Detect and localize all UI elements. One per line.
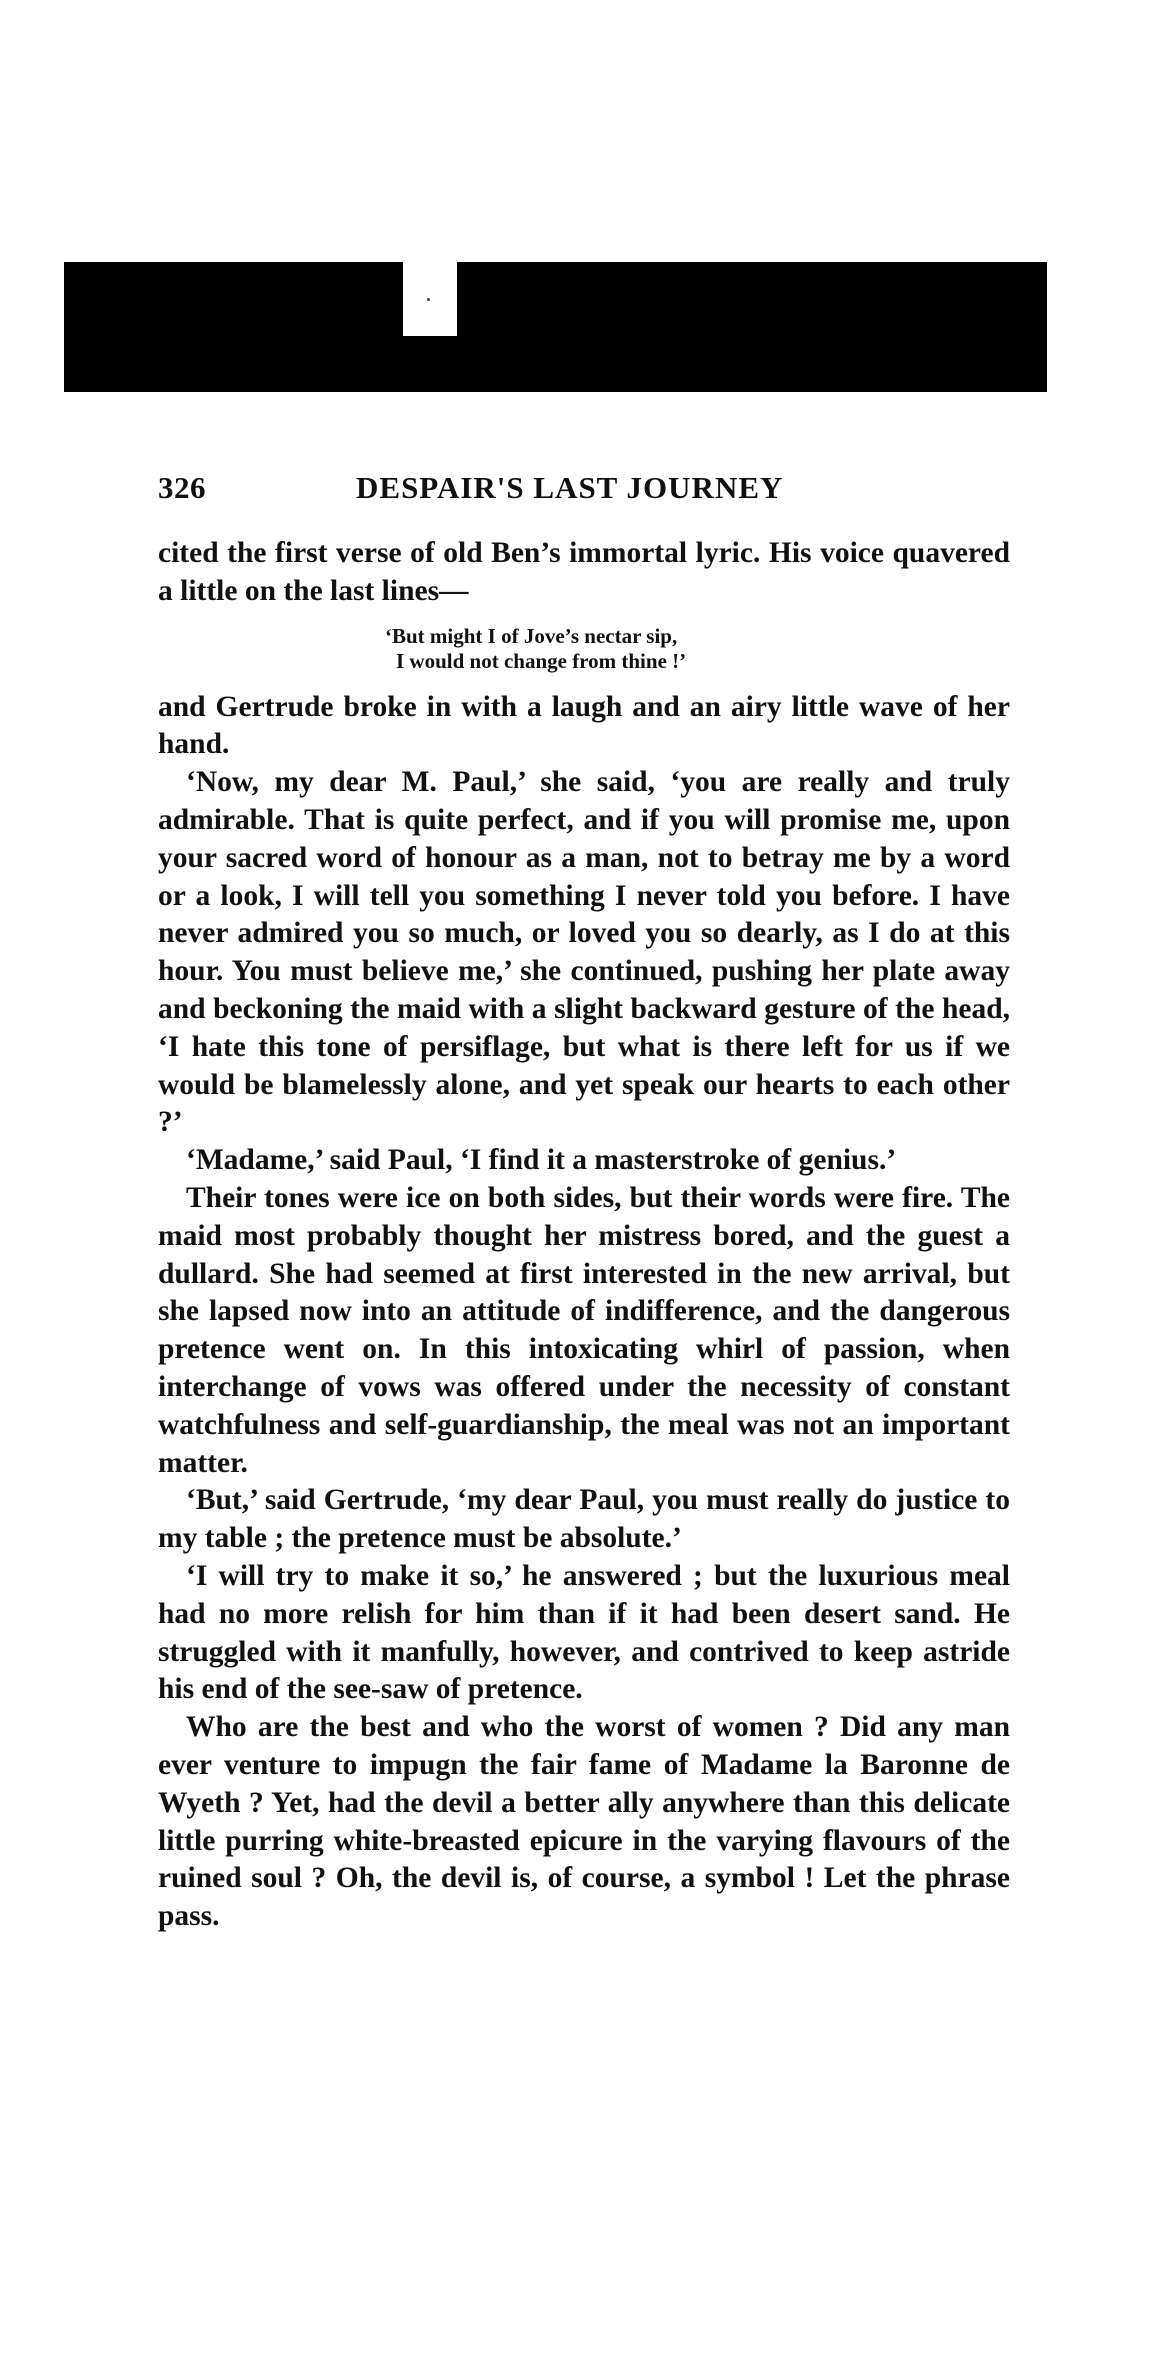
- paragraph: ‘I will try to make it so,’ he answered ; but the luxurious meal had no more relish for him than if it had been desert sand. He struggled with it manfully, however, and contrived to keep astride his end of the see-saw of pretence.: [158, 1559, 1010, 1706]
- scan-black-band: [64, 262, 1047, 392]
- paragraph: Who are the best and who the worst of women ? Did any man ever venture to impugn the fair fame of Madame la Baronne de Wyeth ? Yet, had the devil a better ally anywhere than this delicate little purring white-breasted epicure in the varying flavours of the ruined soul ? Oh, the devil is, of course, a symbol ! Let the phrase pass.: [158, 1711, 1010, 1933]
- paragraph: ‘But,’ said Gertrude, ‘my dear Paul, you must really do justice to my table ; the pretence must be absolute.’: [158, 1484, 1010, 1555]
- paragraph: cited the first verse of old Ben’s immortal lyric. His voice quavered a little on the last lines—: [158, 537, 1010, 607]
- running-title: DESPAIR'S LAST JOURNEY: [356, 470, 784, 505]
- paragraph: Their tones were ice on both sides, but their words were fire. The maid most probably thought her mistress bored, and the guest a dullard. She had seemed at first interested in the new arrival, but she lapsed now into an attitude of indifference, and the dangerous pretence went on. In this intoxicating whirl of passion, when interchange of vows was offered under the necessity of constant watchfulness and self-guardianship, the meal was not an important matter.: [158, 1181, 1010, 1479]
- scan-speck: [427, 298, 430, 301]
- running-head: [158, 470, 1008, 514]
- verse-line: I would not change from thine !’: [396, 648, 687, 673]
- scan-white-patch: [403, 262, 457, 336]
- paragraph: ‘Madame,’ said Paul, ‘I find it a masterstroke of genius.’: [186, 1144, 897, 1177]
- paragraph: ‘Now, my dear M. Paul,’ she said, ‘you are really and truly admirable. That is quite perfect, and if you will promise me, upon your sacred word of honour as a man, not to betray me by a word or a look, I will tell you something I never told you before. I have never admired you so much, or loved you so dearly, as I do at this hour. You must believe me,’ she continued, pushing her plate away and beckoning the maid with a slight backward gesture of the head, ‘I hate this tone of persiflage, but what is there left for us if we would be blamelessly alone, and yet speak our hearts to each other ?’: [158, 766, 1010, 1139]
- paragraph: and Gertrude broke in with a laugh and an airy little wave of her hand.: [158, 690, 1010, 761]
- page-number: 326: [158, 470, 206, 505]
- body-text: [158, 535, 1010, 1936]
- verse-quote: [385, 624, 1010, 674]
- verse-line: ‘But might I of Jove’s nectar sip,: [385, 623, 678, 648]
